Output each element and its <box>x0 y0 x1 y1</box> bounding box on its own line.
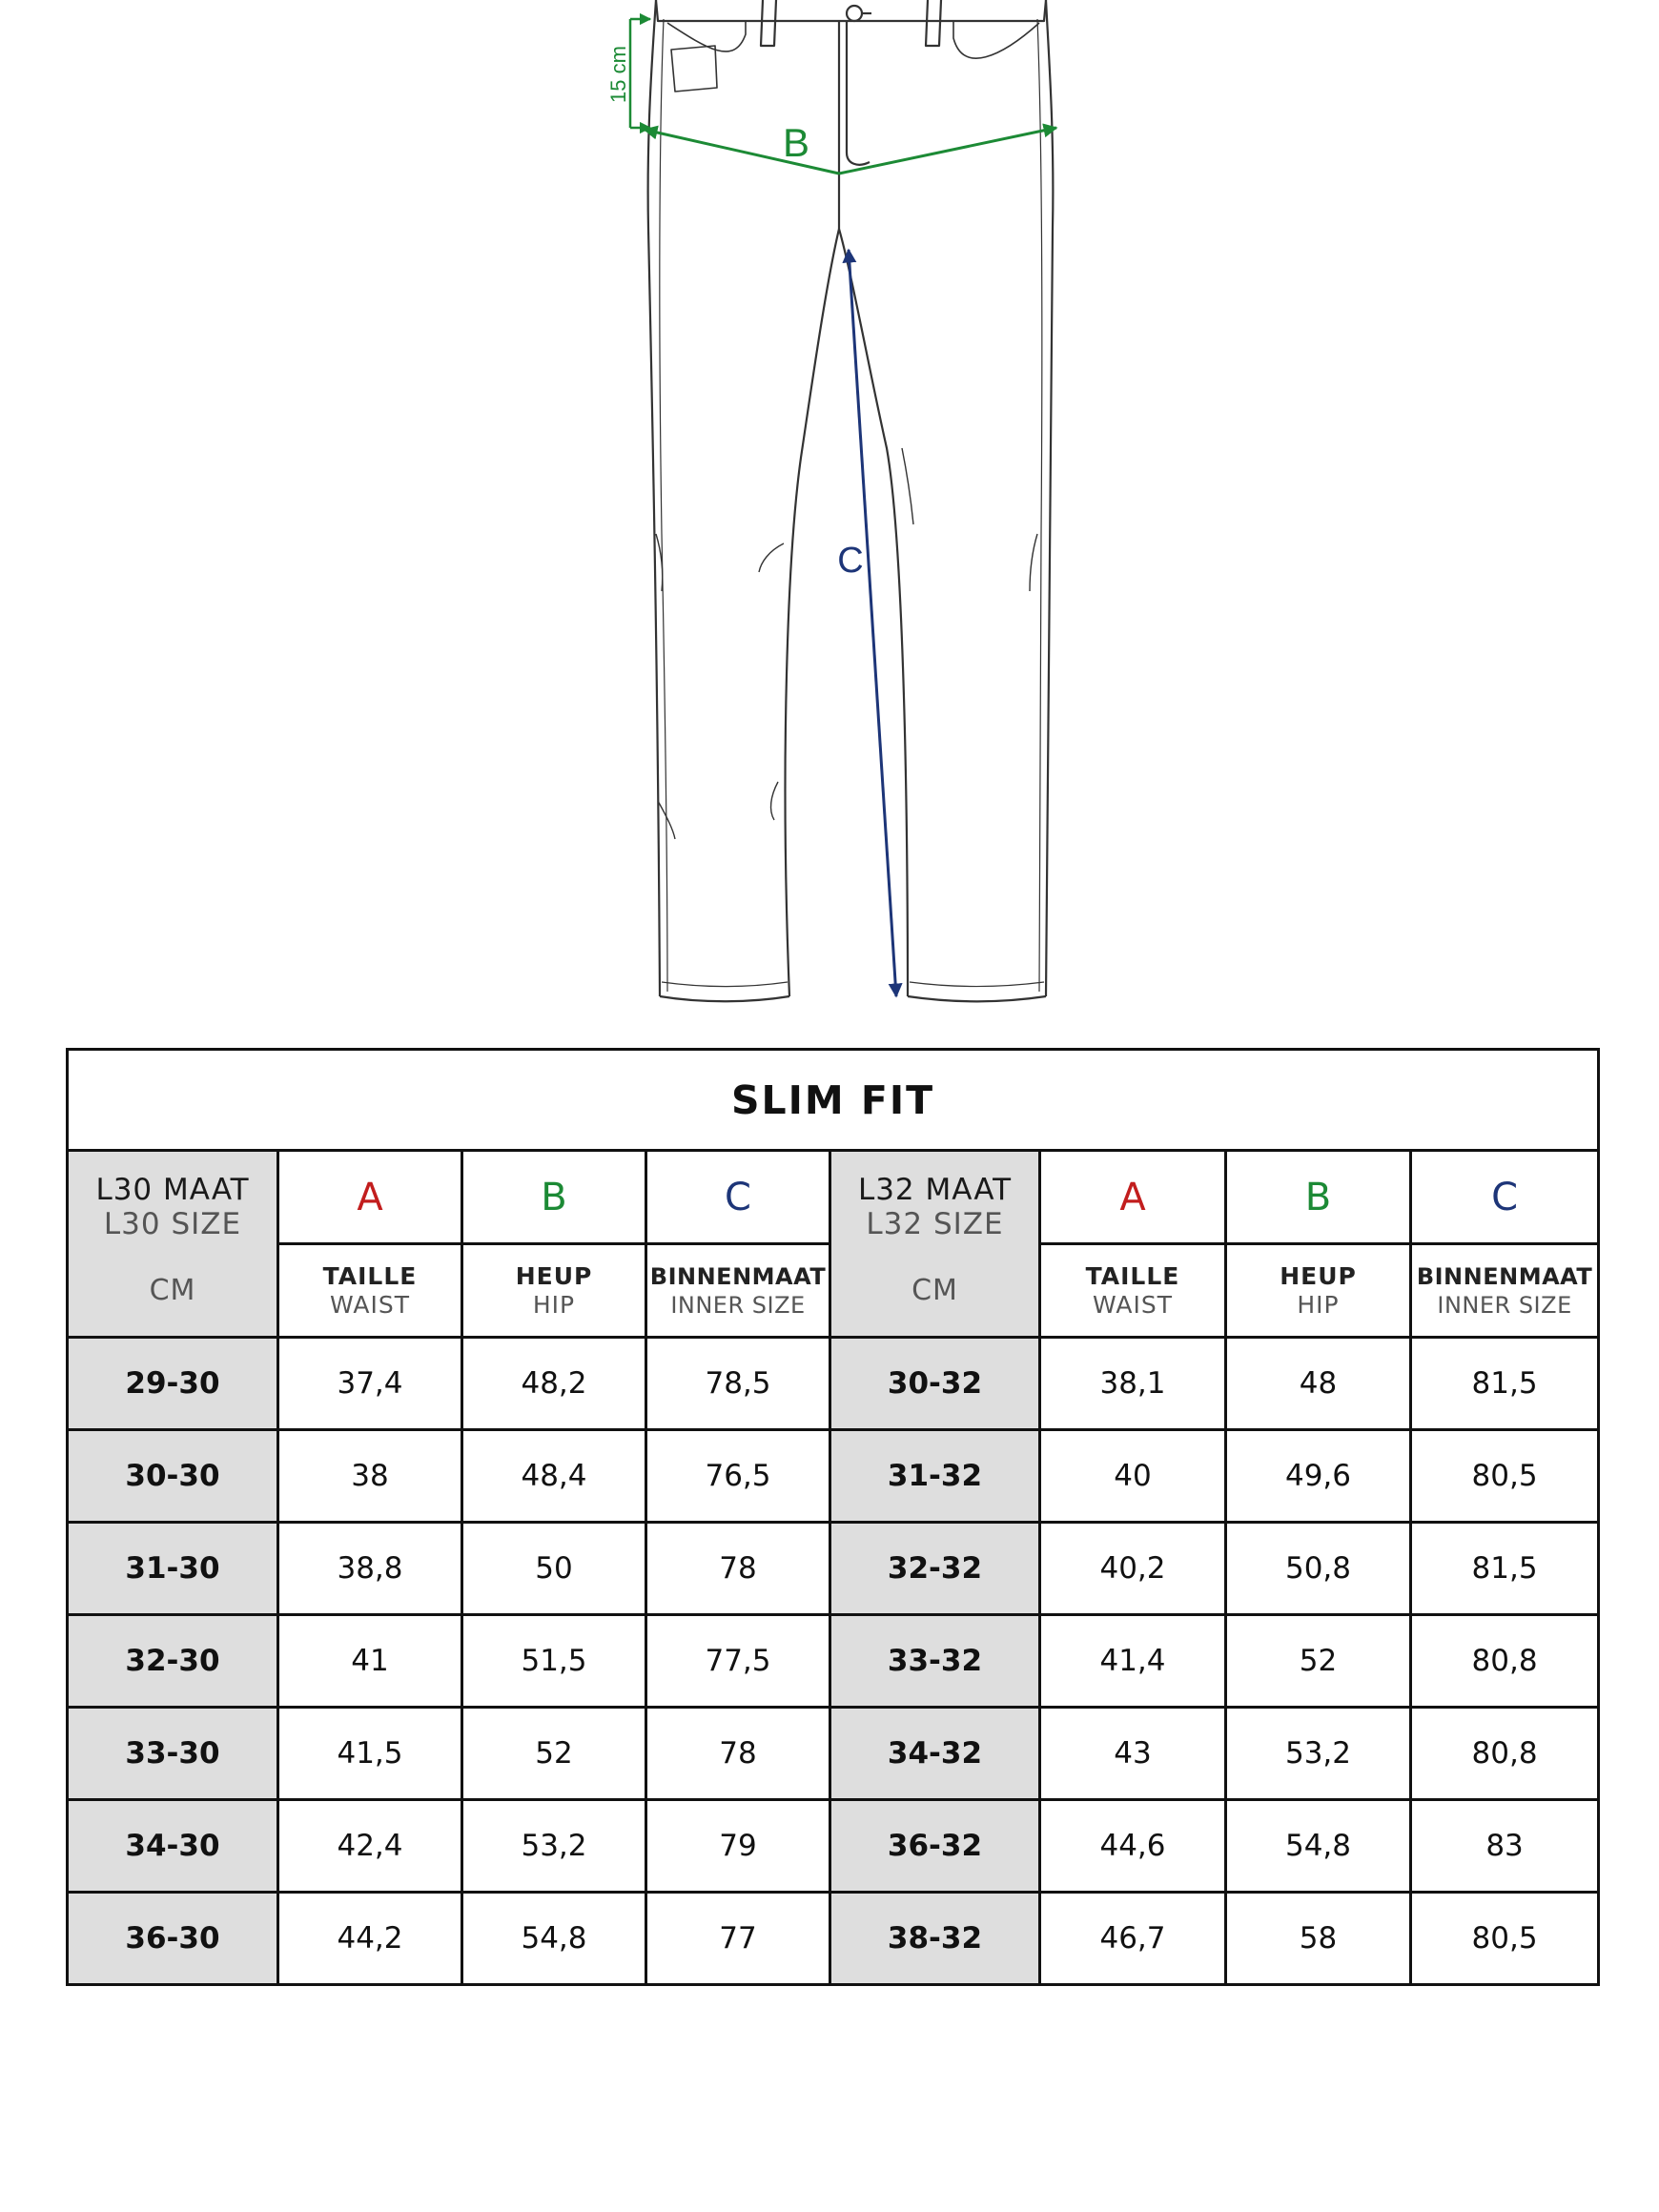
l32-col-b-letter <box>1226 1151 1411 1244</box>
label-nl: BINNENMAAT <box>1416 1262 1593 1290</box>
l32-inner-cell: 81,5 <box>1411 1523 1599 1615</box>
l32-size-cell: 32-32 <box>830 1523 1040 1615</box>
hip-measurement-line <box>645 128 1056 174</box>
l30-inner-cell: 78 <box>646 1708 830 1800</box>
l32-waist-cell: 40,2 <box>1040 1523 1226 1615</box>
l32-hip-cell: 58 <box>1226 1893 1411 1985</box>
l32-col-c-letter <box>1411 1151 1599 1244</box>
l30-waist-cell: 44,2 <box>278 1893 462 1985</box>
l32-maat-header <box>830 1151 1040 1338</box>
l30-inner-cell: 78,5 <box>646 1338 830 1430</box>
l30-inner-cell: 76,5 <box>646 1430 830 1523</box>
l30-hip-cell: 48,4 <box>462 1430 646 1523</box>
l32-col-b-label <box>1226 1244 1411 1338</box>
label-nl: TAILLE <box>1085 1261 1180 1290</box>
l32-inner-cell: 80,5 <box>1411 1893 1599 1985</box>
l32-hip-cell: 53,2 <box>1226 1708 1411 1800</box>
l32-waist-cell: 40 <box>1040 1430 1226 1523</box>
l32-inner-cell: 81,5 <box>1411 1338 1599 1430</box>
l30-inner-cell: 77,5 <box>646 1615 830 1708</box>
l32-size-cell: 34-32 <box>830 1708 1040 1800</box>
label-en: WAIST <box>1093 1290 1173 1319</box>
label-nl: HEUP <box>515 1261 593 1290</box>
letter-c: C <box>725 1175 751 1219</box>
label-nl: BINNENMAAT <box>649 1262 827 1290</box>
l32-col-a-letter <box>1040 1151 1226 1244</box>
label-en: INNER SIZE <box>1437 1291 1572 1319</box>
l30-hip-cell: 54,8 <box>462 1893 646 1985</box>
l30-size-cell: 36-30 <box>68 1893 278 1985</box>
label-nl: TAILLE <box>322 1261 418 1290</box>
l32-waist-cell: 46,7 <box>1040 1893 1226 1985</box>
l32-waist-cell: 43 <box>1040 1708 1226 1800</box>
inseam-measurement-line <box>849 250 896 996</box>
rise-15cm-marker <box>630 19 650 128</box>
l30-size-label: L30 SIZE <box>103 1207 242 1241</box>
letter-b: B <box>1304 1175 1332 1219</box>
l32-inner-cell: 83 <box>1411 1800 1599 1893</box>
l30-col-a-label <box>278 1244 462 1338</box>
l30-col-b-label <box>462 1244 646 1338</box>
l30-inner-cell: 78 <box>646 1523 830 1615</box>
l30-col-c-label <box>646 1244 830 1338</box>
letter-a: A <box>1119 1175 1146 1219</box>
table-row <box>68 1430 1599 1523</box>
l32-hip-cell: 50,8 <box>1226 1523 1411 1615</box>
l32-size-cell: 33-32 <box>830 1615 1040 1708</box>
l30-waist-cell: 41 <box>278 1615 462 1708</box>
l32-inner-cell: 80,8 <box>1411 1615 1599 1708</box>
l32-waist-cell: 44,6 <box>1040 1800 1226 1893</box>
l30-size-cell: 29-30 <box>68 1338 278 1430</box>
l30-waist-cell: 38 <box>278 1430 462 1523</box>
l30-hip-cell: 51,5 <box>462 1615 646 1708</box>
l30-size-cell: 30-30 <box>68 1430 278 1523</box>
jeans-outline <box>648 0 1054 1001</box>
table-row <box>68 1893 1599 1985</box>
l30-waist-cell: 37,4 <box>278 1338 462 1430</box>
l30-size-cell: 33-30 <box>68 1708 278 1800</box>
l32-maat-label: L32 MAAT <box>857 1173 1013 1207</box>
label-en: INNER SIZE <box>670 1291 806 1319</box>
table-row <box>68 1615 1599 1708</box>
table-row <box>68 1523 1599 1615</box>
label-en: HIP <box>532 1290 576 1319</box>
l32-size-label: L32 SIZE <box>866 1207 1004 1241</box>
l30-maat-header <box>68 1151 278 1338</box>
l30-col-a-letter <box>278 1151 462 1244</box>
l32-waist-cell: 41,4 <box>1040 1615 1226 1708</box>
table-row <box>68 1338 1599 1430</box>
l30-inner-cell: 77 <box>646 1893 830 1985</box>
l30-hip-cell: 48,2 <box>462 1338 646 1430</box>
l30-inner-cell: 79 <box>646 1800 830 1893</box>
letter-b: B <box>541 1175 567 1219</box>
l30-hip-cell: 52 <box>462 1708 646 1800</box>
l30-size-cell: 32-30 <box>68 1615 278 1708</box>
jeans-measurement-diagram <box>0 0 1659 1039</box>
l32-size-cell: 38-32 <box>830 1893 1040 1985</box>
l32-inner-cell: 80,8 <box>1411 1708 1599 1800</box>
l30-hip-cell: 50 <box>462 1523 646 1615</box>
l30-col-c-letter <box>646 1151 830 1244</box>
letter-c: C <box>1491 1175 1519 1219</box>
l32-waist-cell: 38,1 <box>1040 1338 1226 1430</box>
l32-hip-cell: 49,6 <box>1226 1430 1411 1523</box>
table-title-row <box>68 1050 1599 1151</box>
l30-size-cell: 34-30 <box>68 1800 278 1893</box>
l30-hip-cell: 53,2 <box>462 1800 646 1893</box>
l30-unit-label: CM <box>149 1274 196 1307</box>
l30-col-b-letter <box>462 1151 646 1244</box>
l32-size-cell: 31-32 <box>830 1430 1040 1523</box>
label-en: HIP <box>1297 1290 1340 1319</box>
label-b: B <box>782 120 810 165</box>
l32-size-cell: 36-32 <box>830 1800 1040 1893</box>
l32-hip-cell: 52 <box>1226 1615 1411 1708</box>
label-15cm: 15 cm <box>606 46 630 103</box>
header-letter-row <box>68 1151 1599 1244</box>
table-title: SLIM FIT <box>68 1050 1599 1151</box>
l32-hip-cell: 48 <box>1226 1338 1411 1430</box>
letter-a: A <box>357 1175 383 1219</box>
l32-unit-label: CM <box>911 1274 958 1307</box>
l30-waist-cell: 38,8 <box>278 1523 462 1615</box>
table-row <box>68 1800 1599 1893</box>
label-nl: HEUP <box>1280 1261 1357 1290</box>
l32-hip-cell: 54,8 <box>1226 1800 1411 1893</box>
l32-inner-cell: 80,5 <box>1411 1430 1599 1523</box>
l30-waist-cell: 42,4 <box>278 1800 462 1893</box>
label-c: C <box>837 541 864 581</box>
l30-maat-label: L30 MAAT <box>95 1173 250 1207</box>
l30-size-cell: 31-30 <box>68 1523 278 1615</box>
l32-size-cell: 30-32 <box>830 1338 1040 1430</box>
table-row <box>68 1708 1599 1800</box>
size-chart-table <box>66 1048 1600 1986</box>
l30-waist-cell: 41,5 <box>278 1708 462 1800</box>
label-en: WAIST <box>330 1290 410 1319</box>
l32-col-c-label <box>1411 1244 1599 1338</box>
l32-col-a-label <box>1040 1244 1226 1338</box>
